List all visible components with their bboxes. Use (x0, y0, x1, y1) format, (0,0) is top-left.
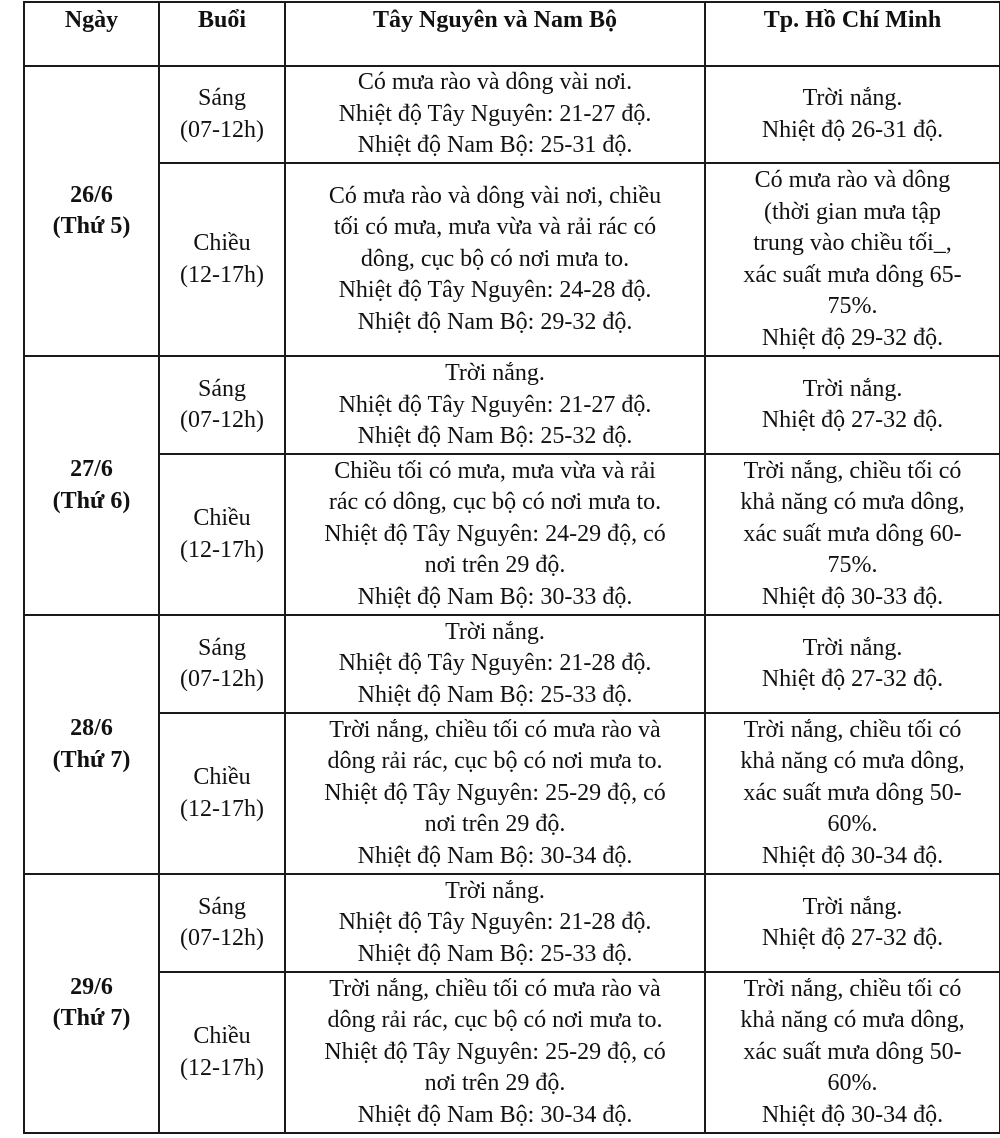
hcm-forecast-line: Trời nắng. (802, 634, 903, 661)
session-cell (159, 972, 285, 1133)
day-cell (24, 66, 159, 356)
session-line: Chiều (193, 764, 251, 791)
region-forecast-line: Nhiệt độ Nam Bộ: 30-33 độ. (357, 583, 633, 610)
day-line: 28/6 (70, 715, 113, 741)
session-line: Chiều (193, 230, 251, 257)
region-forecast-line: Nhiệt độ Tây Nguyên: 21-28 độ. (338, 909, 652, 936)
region-forecast-cell (285, 66, 705, 163)
region-forecast-cell (285, 713, 705, 874)
hcm-forecast-line: khả năng có mưa dông, (740, 489, 965, 516)
session-cell (159, 615, 285, 713)
region-forecast-cell (285, 972, 705, 1133)
region-forecast-line: Nhiệt độ Nam Bộ: 25-31 độ. (357, 132, 633, 159)
session-line: (07-12h) (180, 925, 264, 952)
hcm-forecast-cell (705, 972, 1000, 1133)
region-forecast-line: Trời nắng. (445, 618, 545, 645)
hcm-forecast-line: (thời gian mưa tập (764, 198, 941, 225)
day-cell (24, 874, 159, 1133)
hcm-forecast-cell (705, 163, 1000, 356)
region-forecast-line: Trời nắng, chiều tối có mưa rào và (329, 716, 661, 743)
hcm-forecast-line: Có mưa rào và dông (754, 167, 951, 194)
hcm-forecast-line: Nhiệt độ 30-34 độ. (761, 842, 944, 869)
hcm-forecast-line: xác suất mưa dông 50- (743, 1038, 962, 1065)
hcm-forecast-line: Trời nắng, chiều tối có (743, 457, 962, 484)
day-cell (24, 615, 159, 874)
forecast-row (24, 874, 1000, 972)
session-line: Sáng (198, 85, 246, 112)
day-line: 26/6 (70, 181, 113, 208)
forecast-body (24, 66, 1000, 1133)
session-cell (159, 356, 285, 454)
hcm-forecast-line: 75%. (827, 293, 878, 320)
forecast-row (24, 66, 1000, 163)
hcm-forecast-line: Nhiệt độ 27-32 độ. (761, 925, 944, 952)
region-forecast-line: Trời nắng. (445, 360, 545, 386)
session-line: (12-17h) (180, 536, 264, 563)
session-line: (12-17h) (180, 261, 264, 288)
region-forecast-line: Nhiệt độ Nam Bộ: 30-34 độ. (357, 1101, 633, 1128)
day-line: (Thứ 7) (52, 746, 131, 773)
session-line: Sáng (198, 375, 246, 402)
region-forecast-cell (285, 356, 705, 454)
hcm-forecast-cell (705, 874, 1000, 972)
hcm-forecast-line: Trời nắng, chiều tối có (743, 975, 962, 1002)
region-forecast-line: Có mưa rào và dông vài nơi. (357, 69, 633, 96)
hcm-forecast-line: 75%. (827, 552, 878, 579)
session-line: (07-12h) (180, 407, 264, 434)
session-line: (12-17h) (180, 1054, 264, 1081)
hcm-forecast-line: Trời nắng. (802, 375, 903, 402)
day-line: 27/6 (70, 456, 113, 483)
day-line: (Thứ 6) (52, 487, 131, 514)
hcm-forecast-cell (705, 713, 1000, 874)
region-forecast-line: Nhiệt độ Tây Nguyên: 25-29 độ, có (324, 779, 666, 806)
day-line: 29/6 (70, 973, 113, 1000)
hcm-forecast-cell (705, 66, 1000, 163)
hcm-forecast-line: xác suất mưa dông 50- (743, 779, 962, 806)
region-forecast-line: Nhiệt độ Tây Nguyên: 21-28 độ. (338, 650, 652, 677)
region-forecast-cell (285, 615, 705, 713)
region-forecast-line: nơi trên 29 độ. (424, 811, 566, 838)
region-forecast-line: Nhiệt độ Tây Nguyên: 25-29 độ, có (324, 1038, 666, 1065)
region-forecast-line: Nhiệt độ Nam Bộ: 25-33 độ. (357, 681, 633, 708)
region-forecast-line: Nhiệt độ Tây Nguyên: 21-27 độ. (338, 391, 652, 418)
hcm-forecast-line: Nhiệt độ 30-34 độ. (761, 1101, 944, 1128)
hcm-forecast-line: Nhiệt độ 27-32 độ. (761, 666, 944, 693)
region-forecast-line: Nhiệt độ Tây Nguyên: 21-27 độ. (338, 100, 652, 127)
hcm-forecast-cell (705, 615, 1000, 713)
forecast-row (24, 713, 1000, 874)
region-forecast-line: Nhiệt độ Tây Nguyên: 24-28 độ. (338, 277, 652, 304)
hcm-forecast-line: Nhiệt độ 26-31 độ. (761, 116, 944, 143)
forecast-row (24, 615, 1000, 713)
hcm-forecast-cell (705, 454, 1000, 615)
region-forecast-line: nơi trên 29 độ. (424, 552, 566, 579)
forecast-row (24, 163, 1000, 356)
region-forecast-line: dông, cục bộ có nơi mưa to. (360, 245, 630, 272)
session-line: (07-12h) (180, 666, 264, 693)
session-line: Chiều (193, 1023, 251, 1050)
region-forecast-line: dông rải rác, cục bộ có nơi mưa to. (327, 1007, 663, 1034)
region-forecast-line: dông rải rác, cục bộ có nơi mưa to. (327, 748, 663, 775)
hcm-forecast-line: Trời nắng, chiều tối có (743, 716, 962, 743)
forecast-row (24, 972, 1000, 1133)
region-forecast-line: Nhiệt độ Tây Nguyên: 24-29 độ, có (324, 520, 666, 547)
hcm-forecast-cell (705, 356, 1000, 454)
region-forecast-line: Chiều tối có mưa, mưa vừa và rải (334, 457, 656, 484)
day-line: (Thứ 5) (52, 213, 131, 240)
hcm-forecast-line: xác suất mưa dông 60- (743, 520, 962, 547)
hcm-forecast-line: khả năng có mưa dông, (740, 748, 965, 775)
session-line: (12-17h) (180, 795, 264, 822)
session-line: Chiều (193, 505, 251, 532)
weather-forecast-table (23, 1, 1000, 1134)
hcm-forecast-line: xác suất mưa dông 65- (743, 261, 962, 288)
session-line: Sáng (198, 893, 246, 920)
hcm-forecast-line: 60%. (827, 1070, 878, 1097)
region-forecast-line: tối có mưa, mưa vừa và rải rác có (333, 214, 657, 241)
session-cell (159, 713, 285, 874)
hcm-forecast-line: Nhiệt độ 29-32 độ. (761, 324, 944, 351)
hcm-forecast-line: Trời nắng. (802, 85, 903, 112)
hcm-forecast-line: 60%. (827, 811, 878, 838)
header-row (24, 2, 1000, 66)
day-cell (24, 356, 159, 615)
session-cell (159, 874, 285, 972)
header-region: Tây Nguyên và Nam Bộ (285, 2, 705, 66)
day-line: (Thứ 7) (52, 1005, 131, 1032)
header-hcm: Tp. Hồ Chí Minh (705, 2, 1000, 66)
region-forecast-line: Nhiệt độ Nam Bộ: 30-34 độ. (357, 842, 633, 869)
region-forecast-line: nơi trên 29 độ. (424, 1070, 566, 1097)
session-line: Sáng (198, 634, 246, 661)
region-forecast-cell (285, 454, 705, 615)
session-cell (159, 163, 285, 356)
region-forecast-cell (285, 163, 705, 356)
hcm-forecast-line: khả năng có mưa dông, (740, 1007, 965, 1034)
session-cell (159, 66, 285, 163)
session-line: (07-12h) (180, 116, 264, 143)
session-cell (159, 454, 285, 615)
hcm-forecast-line: Trời nắng. (802, 893, 903, 920)
region-forecast-line: Nhiệt độ Nam Bộ: 25-32 độ. (357, 423, 633, 449)
hcm-forecast-line: trung vào chiều tối_, (753, 230, 952, 257)
region-forecast-cell (285, 874, 705, 972)
header-session: Buổi (159, 2, 285, 66)
region-forecast-line: Nhiệt độ Nam Bộ: 29-32 độ. (357, 308, 633, 335)
forecast-row (24, 454, 1000, 615)
forecast-row (24, 356, 1000, 454)
region-forecast-line: Có mưa rào và dông vài nơi, chiều (328, 182, 662, 209)
hcm-forecast-line: Nhiệt độ 27-32 độ. (761, 407, 944, 434)
region-forecast-line: Trời nắng, chiều tối có mưa rào và (329, 975, 661, 1002)
region-forecast-line: rác có dông, cục bộ có nơi mưa to. (328, 489, 662, 516)
hcm-forecast-line: Nhiệt độ 30-33 độ. (761, 583, 944, 610)
region-forecast-line: Trời nắng. (445, 877, 545, 904)
header-day: Ngày (24, 2, 159, 66)
region-forecast-line: Nhiệt độ Nam Bộ: 25-33 độ. (357, 940, 633, 967)
